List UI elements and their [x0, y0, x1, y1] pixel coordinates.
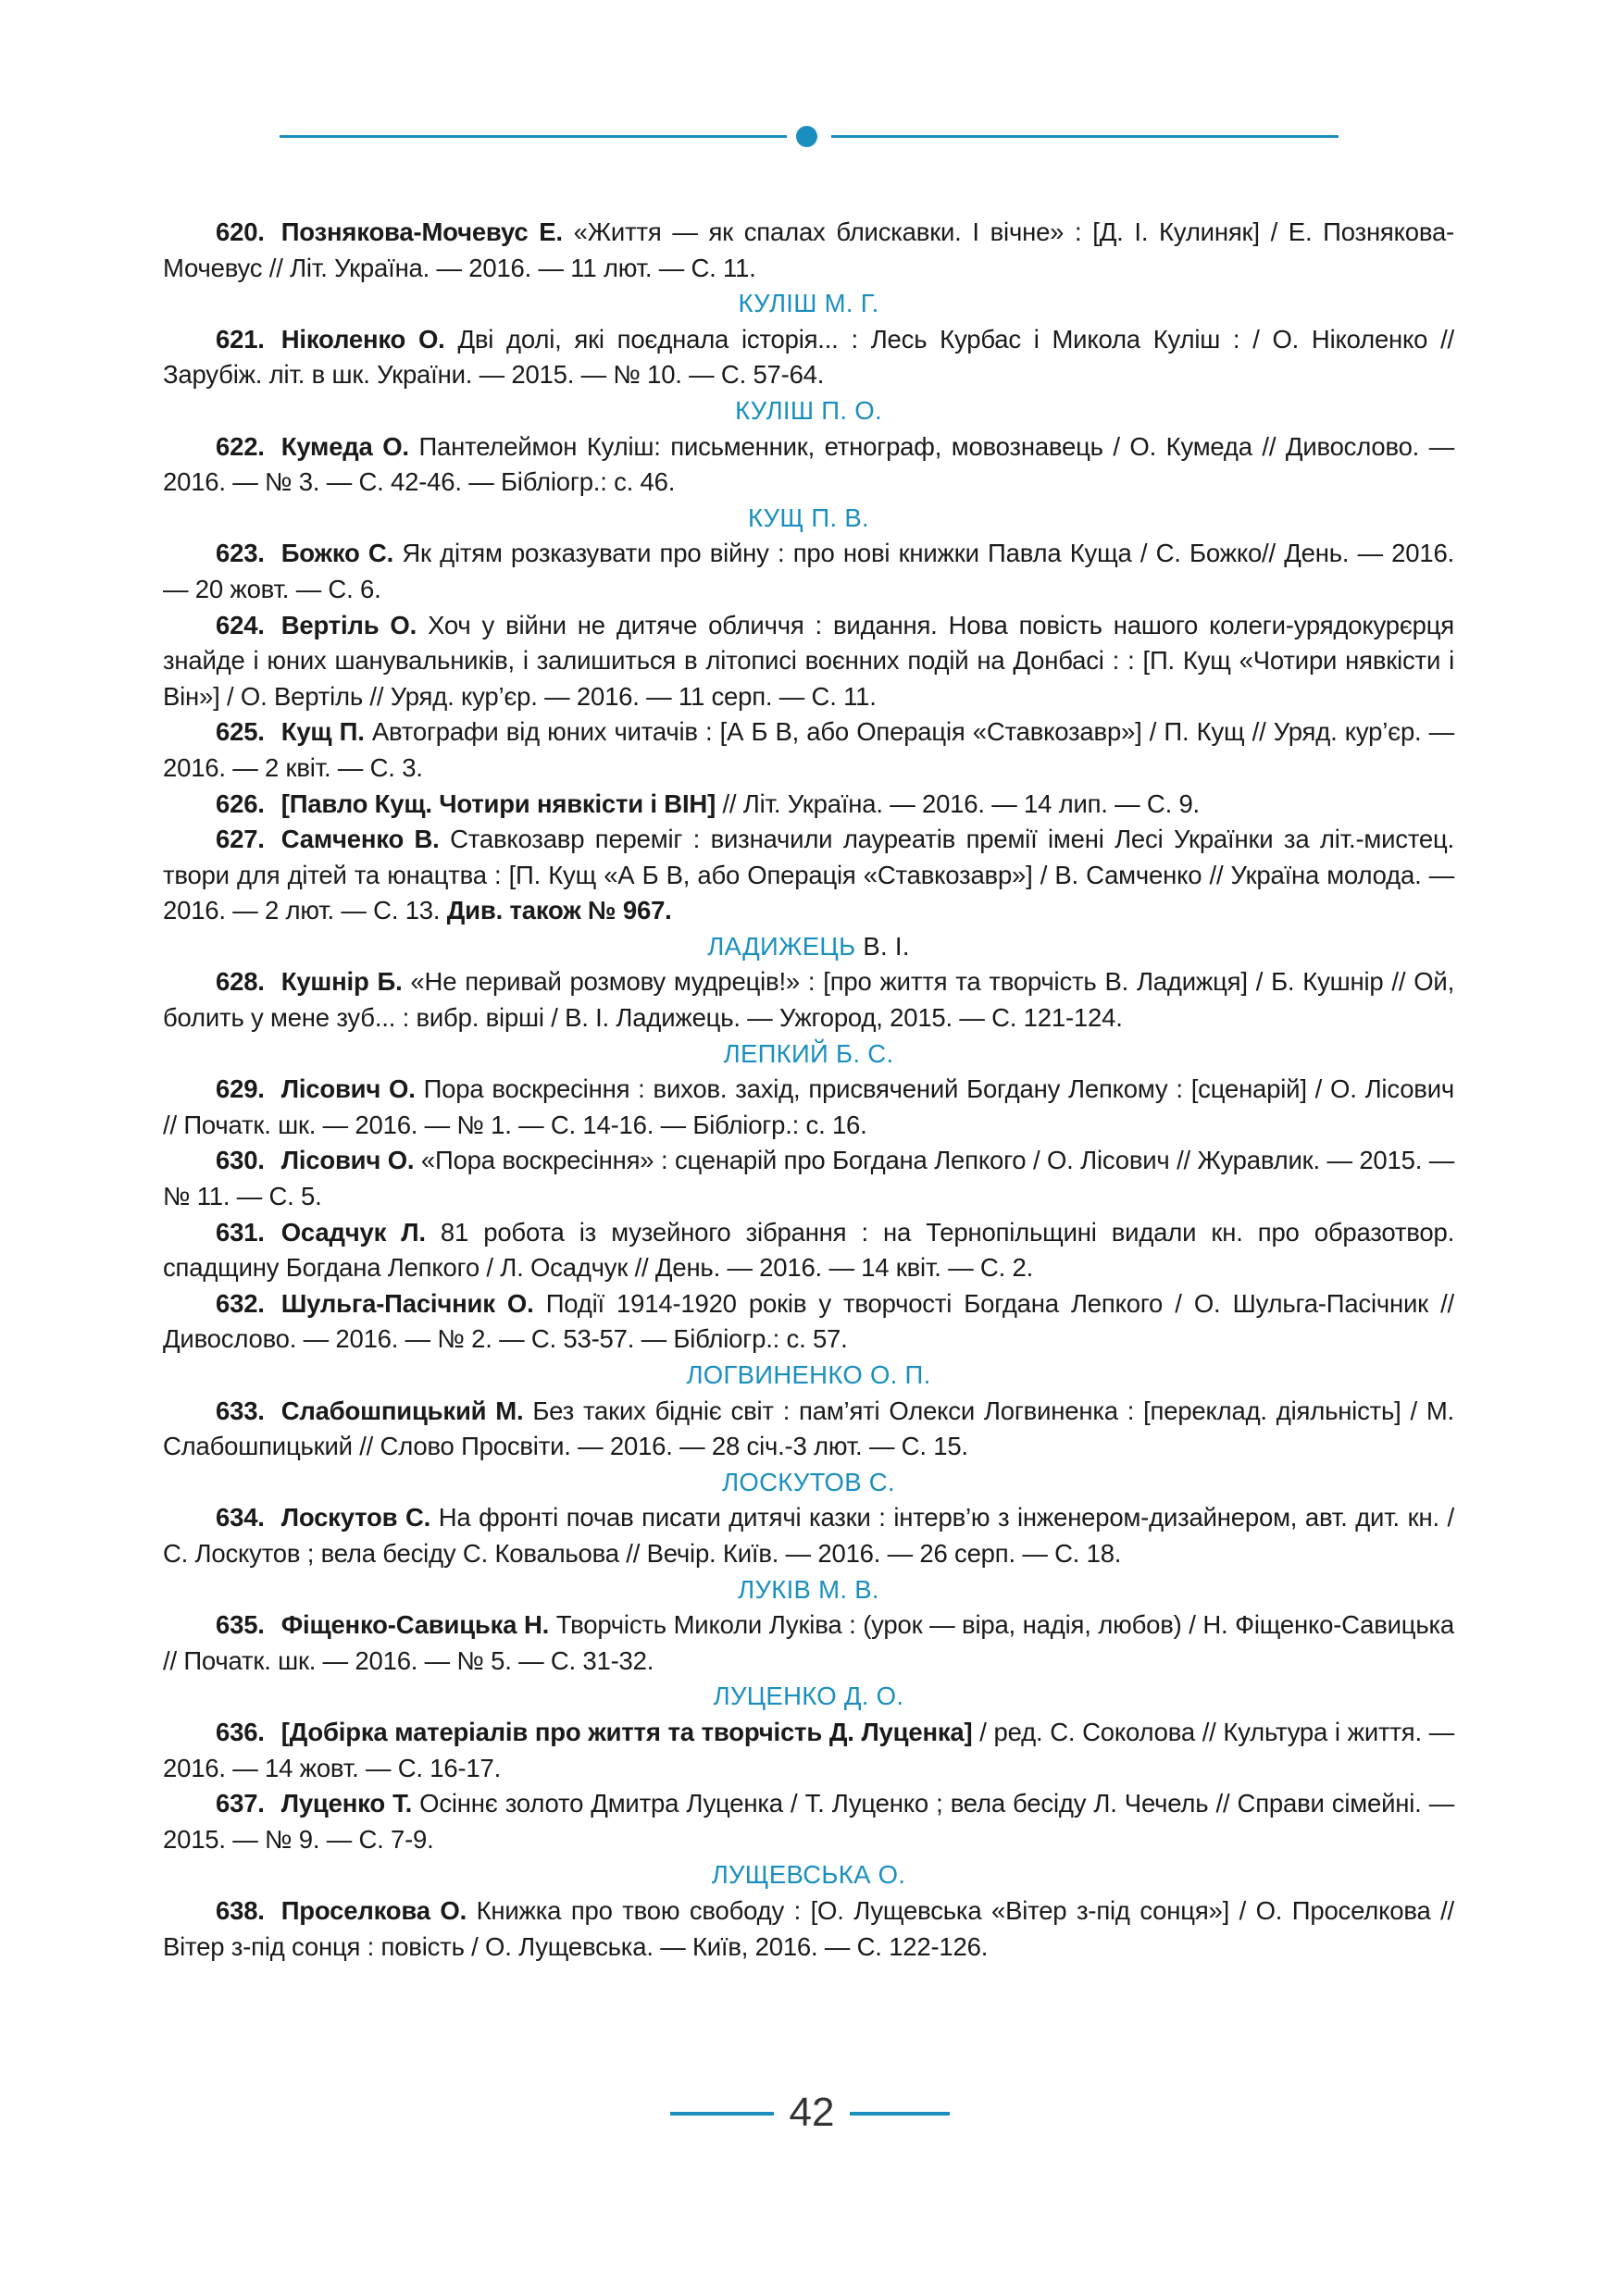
- entry-text: Дві долі, які поєднала історія... : Лесь Курбас і Микола Куліш : / О. Ніколенко // Зарубіж. літ. в шк. України. — 2015. — № 10. — С. 57-64.: [163, 324, 1454, 390]
- section-heading-text: ЛУЩЕВСЬКА О.: [711, 1860, 906, 1890]
- entry-number: 624.: [216, 610, 265, 639]
- entry-number: 629.: [216, 1074, 265, 1104]
- section-heading-text: ЛУЦЕНКО Д. О.: [713, 1682, 904, 1711]
- bibliography-entry: [163, 1394, 1454, 1465]
- entry-number: 636.: [216, 1717, 265, 1746]
- bibliography-entry: [163, 1607, 1454, 1679]
- entry-text: Пора воскресіння : вихов. захід, присвячений Богдану Лепкому : [сценарій] / О. Лісович // Початк. шк. — 2016. — № 1. — С. 14-16. — Бібліогр.: с. 16.: [163, 1074, 1454, 1139]
- bibliography-entry: [163, 1715, 1454, 1786]
- entry-text: 81 робота із музейного зібрання : на Тернопільщині видали кн. про образотвор. спадщину Богдана Лепкого / Л. Осадчук // День. — 2016. — 14 квіт. — С. 2.: [163, 1217, 1455, 1283]
- entry-number: 633.: [216, 1396, 265, 1425]
- entry-text: Як дітям розказувати про війну : про нові книжки Павла Куща / С. Божко// День. — 2016. — 20 жовт. — С. 6.: [163, 539, 1454, 603]
- entry-text: Творчість Миколи Луківа : (урок — віра, надія, любов) / Н. Фіщенко-Савицька // Початк. шк. — 2016. — № 5. — С. 31-32.: [163, 1610, 1454, 1675]
- entry-author: Лоскутов С.: [280, 1503, 431, 1533]
- entry-author: Проселкова О.: [280, 1895, 467, 1925]
- section-heading: [163, 393, 1454, 429]
- entry-author: [Павло Кущ. Чотири нявкісти і ВІН]: [280, 788, 716, 818]
- entry-number: 626.: [216, 788, 265, 818]
- entry-author: Кумеда О.: [280, 431, 409, 461]
- section-heading-text: КУЛІШ П. О.: [735, 395, 882, 425]
- entry-text: Ставкозавр переміг : визначили лауреатів премії імені Лесі Українки за літ.-мистец. твори для дітей та юнацтва : [П. Кущ «А Б В, або Операція «Ставкозавр»] / В. Самченко // Україна молода. — 2016. — 2 лют. — С. 13.: [163, 825, 1454, 925]
- section-heading-text: КУЛІШ М. Г.: [738, 289, 879, 318]
- entry-author: Кушнір Б.: [280, 967, 403, 997]
- bibliography-entry: [163, 1215, 1454, 1286]
- entry-author: Кущ П.: [280, 717, 365, 747]
- section-heading: [163, 1857, 1454, 1893]
- ornament-line-right: [831, 135, 1339, 138]
- entry-author: Познякова-Мочевус Е.: [280, 217, 563, 246]
- section-heading: [163, 1465, 1454, 1501]
- entry-text: Події 1914-1920 років у творчості Богдана Лепкого / О. Шульга-Пасічник // Дивослово. — 2016. — № 2. — С. 53-57. — Бібліогр.: с. 57.: [163, 1288, 1454, 1354]
- footer-line-right: [850, 2112, 950, 2116]
- section-heading-text: ЛУКІВ М. В.: [738, 1574, 879, 1604]
- section-heading-text: ЛЕПКИЙ Б. С.: [723, 1038, 894, 1068]
- page-number: 42: [789, 2090, 835, 2135]
- entry-author: Лісович О.: [280, 1146, 415, 1175]
- entry-author: Ніколенко О.: [280, 324, 445, 354]
- entry-number: 620.: [216, 217, 265, 246]
- entry-text: Осіннє золото Дмитра Луценка / Т. Луценко ; вела бесіду Л. Чечель // Справи сімейні. — 2015. — № 9. — С. 7-9.: [163, 1789, 1455, 1854]
- section-heading-text: КУЩ П. В.: [748, 503, 869, 532]
- bibliography-entry: [163, 536, 1454, 607]
- section-heading-text: ЛОСКУТОВ С.: [722, 1467, 895, 1496]
- entry-number: 637.: [216, 1789, 265, 1818]
- entry-text: «Не перивай розмову мудреців!» : [про життя та творчість В. Ладижця] / Б. Кушнір // Ой, болить у мене зуб... : вибр. вірші / В. І. Ладижець. — Ужгород, 2015. — С. 121-124.: [163, 967, 1455, 1033]
- section-heading-text: ЛАДИЖЕЦЬ: [707, 931, 856, 961]
- bibliography-list: [163, 215, 1454, 1965]
- entry-number: 623.: [216, 539, 265, 568]
- section-heading: [163, 1358, 1454, 1394]
- entry-author: Луценко Т.: [280, 1789, 413, 1818]
- entry-text: Без таких бідніє світ : пам’яті Олекси Логвиненка : [переклад. діяльність] / М. Слабошпицький // Слово Просвіти. — 2016. — 28 січ.-3 лют. — С. 15.: [163, 1396, 1454, 1461]
- ornament-line-left: [280, 135, 787, 138]
- entry-text: Книжка про твою свободу : [О. Лущевська «Вітер з-під сонця»] / О. Проселкова // Вітер з-під сонця : повість / О. Лущевська. — Київ, 2016. — С. 122-126.: [163, 1895, 1454, 1961]
- entry-text: Пантелеймон Куліш: письменник, етнограф, мовознавець / О. Кумеда // Дивослово. — 2016. — № 3. — С. 42-46. — Бібліогр.: с. 46.: [163, 431, 1454, 497]
- section-heading: [163, 286, 1454, 322]
- bibliography-entry: [163, 714, 1454, 786]
- entry-author: Шульга-Пасічник О.: [280, 1288, 534, 1318]
- bibliography-entry: [163, 1143, 1454, 1214]
- section-heading-suffix: В. І.: [855, 931, 910, 961]
- top-ornament: [0, 122, 1619, 150]
- section-heading-text: ЛОГВИНЕНКО О. П.: [686, 1360, 931, 1389]
- bibliography-entry: [163, 1500, 1454, 1571]
- bibliography-entry: [163, 215, 1454, 286]
- bibliography-entry: [163, 1072, 1454, 1143]
- entry-number: 627.: [216, 825, 265, 854]
- entry-number: 622.: [216, 431, 265, 461]
- entry-number: 628.: [216, 967, 265, 997]
- section-heading: [163, 501, 1454, 537]
- bibliography-entry: [163, 608, 1454, 715]
- entry-author: Самченко В.: [280, 825, 440, 854]
- entry-author: Слабошпицький М.: [280, 1396, 524, 1425]
- entry-see-also: Див. також № 967.: [446, 896, 672, 925]
- entry-number: 631.: [216, 1217, 265, 1247]
- bibliography-entry: [163, 429, 1454, 501]
- entry-number: 632.: [216, 1288, 265, 1318]
- entry-text: / ред. С. Соколова // Культура і життя. — 2016. — 14 жовт. — С. 16-17.: [163, 1717, 1455, 1782]
- entry-number: 630.: [216, 1146, 265, 1175]
- entry-number: 634.: [216, 1503, 265, 1533]
- entry-number: 635.: [216, 1610, 265, 1640]
- entry-author: Божко С.: [280, 539, 394, 568]
- entry-author: Осадчук Л.: [280, 1217, 426, 1247]
- entry-number: 621.: [216, 324, 265, 354]
- entry-text: «Життя — як спалах блискавки. І вічне» : [Д. І. Кулиняк] / Е. Познякова-Мочевус // Літ. Україна. — 2016. — 11 лют. — С. 11.: [163, 217, 1455, 282]
- entry-author: Вертіль О.: [280, 610, 417, 639]
- section-heading: [163, 1572, 1454, 1608]
- entry-text: Автографи від юних читачів : [А Б В, або Операція «Ставкозавр»] / П. Кущ // Уряд. кур’єр. — 2016. — 2 квіт. — С. 3.: [163, 717, 1454, 782]
- entry-text: «Пора воскресіння» : сценарій про Богдана Лепкого / О. Лісович // Журавлик. — 2015. — № 11. — С. 5.: [163, 1146, 1455, 1211]
- section-heading: [163, 1036, 1454, 1073]
- entry-number: 625.: [216, 717, 265, 747]
- bibliography-entry: [163, 787, 1454, 823]
- entry-text: // Літ. Україна. — 2016. — 14 лип. — С. 9.: [716, 788, 1200, 818]
- entry-text: На фронті почав писати дитячі казки : інтерв’ю з інженером-дизайнером, авт. дит. кн. / С. Лоскутов ; вела бесіду С. Ковальова // Вечір. Київ. — 2016. — 26 серп. — С. 18.: [163, 1503, 1454, 1568]
- entry-number: 638.: [216, 1895, 265, 1925]
- section-heading: [163, 929, 1454, 965]
- entry-author: [Добірка матеріалів про життя та творчість Д. Луценка]: [280, 1717, 973, 1746]
- entry-text: Хоч у війни не дитяче обличчя : видання. Нова повість нашого колеги-урядокурєрця знайде і юних шанувальників, і залишиться в літописі воєнних подій на Донбасі : : [П. Кущ «Чотири нявкісти і Він»] / О. Вертіль // Уряд. кур’єр. — 2016. — 11 серп. — С. 11.: [163, 610, 1454, 711]
- bibliography-entry: [163, 964, 1454, 1036]
- bibliography-entry: [163, 1286, 1454, 1358]
- bibliography-entry: [163, 1786, 1454, 1857]
- page-footer: [0, 2090, 1619, 2136]
- entry-author: Лісович О.: [280, 1074, 416, 1104]
- entry-author: Фіщенко-Савицька Н.: [280, 1610, 550, 1640]
- ornament-dot: [796, 126, 817, 147]
- section-heading: [163, 1679, 1454, 1715]
- footer-line-left: [670, 2112, 774, 2116]
- bibliography-entry: [163, 1893, 1454, 1965]
- bibliography-entry: [163, 322, 1454, 393]
- bibliography-entry: [163, 822, 1454, 929]
